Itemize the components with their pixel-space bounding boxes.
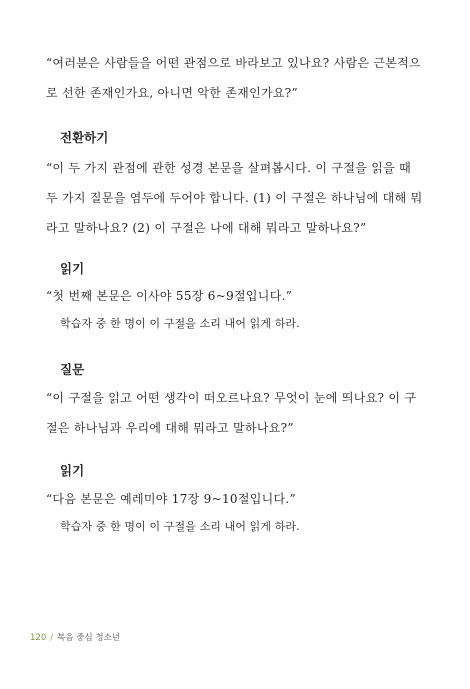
transition-quote: “이 두 가지 관점에 관한 성경 본문을 살펴봅시다. 이 구절을 읽을 때 두 가지 질문을 염두에 두어야 합니다. (1) 이 구절은 하나님에 대해 뭐라고 말하나요? (2) 이 구절은 나에 대해 뭐라고 말하나요?”: [46, 161, 423, 235]
section-heading-transition: 전환하기: [60, 130, 109, 145]
footer-separator: /: [50, 633, 54, 643]
read-1-instruction: 학습자 중 한 명이 이 구절을 소리 내어 읽게 하라.: [60, 317, 300, 330]
section-heading-question: 질문: [60, 362, 85, 377]
opening-question-quote: “여러분은 사람들을 어떤 관점으로 바라보고 있나요? 사람은 근본적으로 선한 존재인가요, 아니면 악한 존재인가요?”: [46, 56, 421, 100]
read-2-instruction: 학습자 중 한 명이 이 구절을 소리 내어 읽게 하라.: [60, 520, 300, 533]
read-2-quote: “다음 본문은 예레미야 17장 9~10절입니다.”: [46, 492, 296, 506]
page-number: 120: [30, 633, 47, 643]
book-title: 복음 중심 청소년: [57, 633, 120, 643]
question-quote: “이 구절을 읽고 어떤 생각이 떠오르나요? 무엇이 눈에 띄나요? 이 구절은 하나님과 우리에 대해 뭐라고 말하나요?”: [46, 391, 417, 435]
section-heading-read-2: 읽기: [60, 463, 85, 478]
read-1-quote: “첫 번째 본문은 이사야 55장 6~9절입니다.”: [46, 289, 293, 303]
section-heading-read-1: 읽기: [60, 261, 85, 276]
page-footer: [30, 631, 120, 643]
